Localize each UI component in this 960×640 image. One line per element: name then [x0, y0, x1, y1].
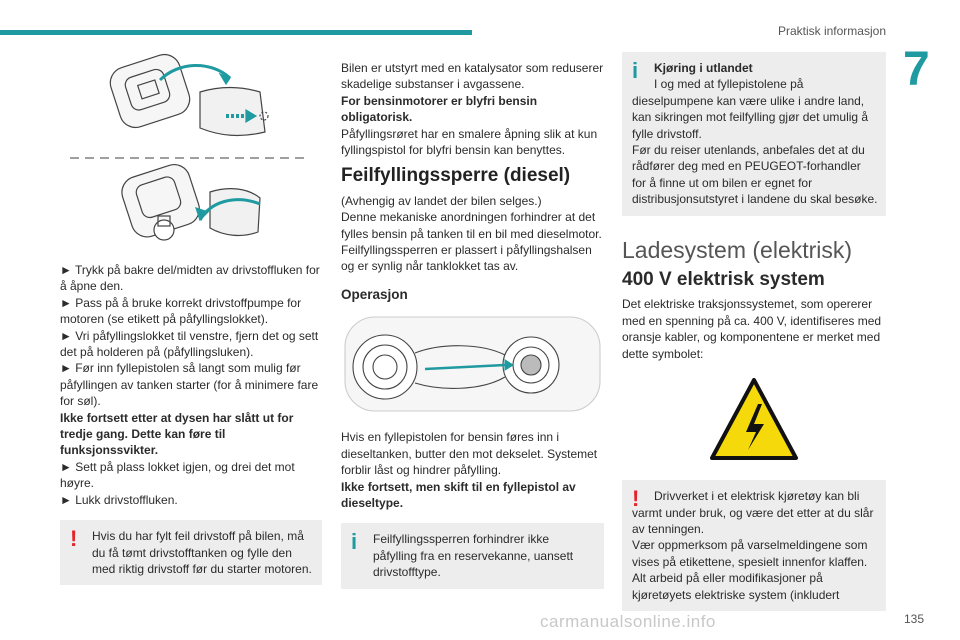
wrong-fuel-warning-box — [60, 520, 322, 585]
hv-system-text: Det elektriske traksjonssystemet, som opererer med en spenning på ca. 400 V, identifiseres med oransje kabler, og komponentene er merket med dette symbolet: — [622, 297, 882, 361]
hv-warning-box — [622, 480, 886, 611]
step-5: ► Sett på plass lokket igjen, og drei det mot høyre. — [60, 459, 295, 491]
column-middle — [341, 60, 604, 589]
info-icon: i — [632, 58, 639, 83]
header-accent-bar — [0, 30, 472, 35]
charging-system-heading: Ladesystem (elektrisk) — [622, 236, 853, 263]
hv-warning-work: Alt arbeid på eller modifikasjoner på kjøretøyets elektriske system (inkludert — [632, 571, 840, 602]
instruction-list — [60, 262, 322, 508]
step-6: ► Lukk drivstoffluken. — [60, 492, 178, 507]
warning-exclamation-icon: ! — [632, 486, 640, 512]
jerrycan-info-box — [341, 523, 604, 588]
fuel-flap-illustration — [60, 52, 322, 252]
operation-instruction: Ikke fortsett, men skift til en fyllepistol av dieseltype. — [341, 479, 576, 510]
hv-warning-line1: Drivverket i et elektrisk kjøretøy kan bli — [654, 489, 860, 504]
page-number: 135 — [903, 612, 924, 626]
catalyst-intro: Bilen er utstyrt med en katalysator som reduserer skadelige substanser i avgassene. — [341, 61, 604, 92]
operation-text: Hvis en fyllepistolen for bensin føres inn i dieseltanken, butter den mot dekselet. Systemet forblir låst og hindrer påfylling. — [341, 430, 598, 478]
high-voltage-symbol — [622, 374, 886, 470]
hv-warning-text: varmt under bruk, og være det etter at du slår av tenningen. — [632, 505, 874, 536]
jerrycan-text: Feilfyllingssperren forhindrer ikke påfylling fra en reservekanne, uansett drivstofftype. — [373, 532, 574, 580]
warning-exclamation-icon: ! — [70, 526, 78, 552]
abroad-line1: I og med at fyllepistolene på — [654, 77, 804, 92]
section-title: Praktisk informasjon — [777, 24, 886, 38]
wrong-fuel-text: Hvis du har fylt feil drivstoff på bilen, må du få tømt drivstofftanken og fylle den med riktig drivstoff før du starter motoren. — [92, 529, 312, 576]
step-4: ► Før inn fyllepistolen så langt som mulig før påfyllingen av tanken starter (for å minimere fare for søl). — [60, 361, 319, 409]
misfuel-heading: Feilfyllingssperre (diesel) — [341, 165, 571, 187]
operation-heading: Operasjon — [341, 286, 408, 302]
hv-warning-labels: Vær oppmerksom på varselmeldingene som vises på etikettene, spesielt innenfor klaffen. — [632, 538, 868, 569]
watermark: carmanualsonline.info — [540, 612, 716, 631]
misfuel-availability: (Avhengig av landet der bilen selges.) — [341, 193, 542, 208]
hv-system-heading: 400 V elektrisk system — [622, 269, 825, 291]
misfuel-location: Feilfyllingssperren er plassert i påfyllingshalsen og er synlig når tanklokket tas av. — [341, 243, 592, 274]
nozzle-warning: Ikke fortsett etter at dysen har slått ut for tredje gang. Dette kan føre til funksjonssvikter. — [60, 410, 294, 458]
misfuel-description: Denne mekaniske anordningen forhindrer at det fylles bensin på tanken til en bil med dieselmotor. — [341, 210, 602, 241]
info-icon: i — [351, 529, 358, 555]
abroad-text: dieselpumpene kan være ulike i andre land, kan sikringen mot feilfylling gjør det umulig å fylle drivstoff. — [632, 93, 869, 141]
abroad-title: Kjøring i utlandet — [654, 61, 753, 75]
filler-neck-text: Påfyllingsrøret har en smalere åpning slik at kun fyllingspistol for blyfri bensin kan benyttes. — [341, 126, 598, 158]
column-left — [60, 52, 322, 585]
step-3: ► Vri påfyllingslokket til venstre, fjern det og sett det på holderen på (påfyllingsluken). — [60, 328, 319, 360]
column-right — [622, 52, 886, 611]
step-1: ► Trykk på bakre del/midten av drivstoffluken for å åpne den. — [60, 263, 320, 294]
abroad-advice: Før du reiser utenlands, anbefales det at du rådfører deg med en PEUGEOT-forhandler for å finne ut om bilen er egnet for distribusjonsutstyret i landene du skal besøke. — [632, 143, 878, 207]
chapter-number: 7 — [903, 43, 930, 96]
step-2: ► Pass på å bruke korrekt drivstoffpumpe for motoren (se etikett på påfyllingslokket). — [60, 295, 302, 327]
petrol-requirement: For bensinmotorer er blyfri bensin obligatorisk. — [341, 93, 538, 125]
misfuel-device-illustration — [341, 313, 604, 415]
abroad-info-box — [622, 52, 886, 216]
